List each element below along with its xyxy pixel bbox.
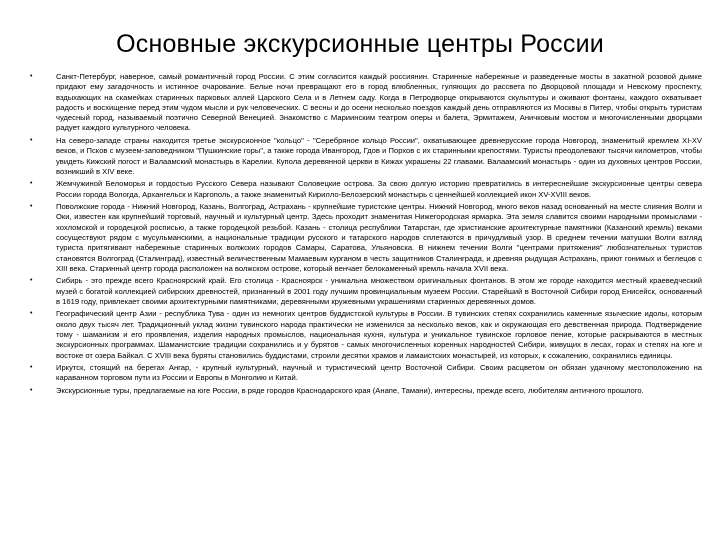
- bullet-text: Географический центр Азии - республика Тува - один из немногих центров буддистской культуры в России. В тувинских степях сохранились каменные языческие идолы, которым около двух тысяч лет. Традиционный уклад жизни тувинского народа практически не изменился за несколько веков, как и окружающая его девственная природа. Подтверждение тому - шаманизм и его проявления, изделия народных промыслов, национальная кухня, культура и уникальное тувинское горловое пение, которые раскрываются в местных экскурсионных программах. Шаманистские традиции сохранились и у бурятов - самых многочисленных коренных народностей Сибири, живущих в лесах, горах и степях на юге и востоке от озера Байкал. С XVIII века буряты становились буддистами, строили десятки храмов и ламаистских монастырей, из которых, к сожалению, сохранились единицы.: [56, 309, 702, 360]
- bullet-text: Сибирь - это прежде всего Красноярский край. Его столица - Красноярск - уникальна множеством оригинальных фонтанов. В этом же городе находится местный краеведческий музей с богатой коллекцией сибирских древностей, признанный в 2001 году лучшим провинциальным музеем России. Старейший в Восточной Сибири город Енисейск, основанный в 1619 году, привлекает своими архитектурными памятниками, деревянными кружевными украшениями старинных деревянных домов.: [56, 276, 702, 306]
- bullet-marker: •: [30, 203, 33, 211]
- bullet-text: Экскурсионные туры, предлагаемые на юге России, в ряде городов Краснодарского края (Анапе, Тамани), интересны, прежде всего, любителям античного прошлого.: [56, 385, 644, 395]
- bullet-marker: •: [30, 386, 33, 394]
- bullet-item-solovki: [30, 179, 702, 200]
- bullet-text: Иркутск, стоящий на берегах Ангар, - крупный культурный, научный и туристический центр Восточной Сибири. Своим расцветом он обязан удачному местоположению на караванном торговом пути из России и Европы в Монголию и Китай.: [56, 363, 702, 383]
- bullet-item-spb: [30, 72, 702, 134]
- bullet-marker: •: [30, 73, 33, 80]
- bullet-item-tuva: [30, 309, 702, 360]
- bullet-text: Жемчужиной Беломорья и гордостью Русского Севера называют Соловецкие острова. За свою долгую историю превратились в интереснейшие экскурсионные центры севера России города Вологда, Архангельск и Каргополь, а также знаменитый Кирилло-Белозерский монастырь с ценнейшей коллекцией икон XV-XVIII веков.: [56, 179, 702, 199]
- bullet-marker: •: [30, 136, 33, 144]
- bullet-marker: •: [30, 180, 33, 188]
- bullet-item-siberia: [30, 276, 702, 307]
- bullet-item-silver-ring: [30, 136, 702, 177]
- slide-title: Основные экскурсионные центры России: [116, 30, 604, 58]
- bullet-text: На северо-западе страны находится третье экскурсионное "кольцо" - "Серебряное кольцо России", охватывающее древнерусские города Новгород, знаменитый кремлем XI-XV веков, и Псков с музеем-заповедником "Пушкинские горы", а также города Ивангород, Гдов и Порхов с их старинными крепостями. Туристы преодолевают тысячи километров, чтобы увидеть Кижский погост и Валаамский монастырь в Карелии. Купола деревянной церкви в Кижах украшены 22 главами. Валаамский монастырь - один из духовных центров России, возникший в XIV веке.: [56, 135, 702, 176]
- bullet-list: [30, 72, 702, 398]
- bullet-item-volga: [30, 202, 702, 274]
- bullet-text: Санкт-Петербург, наверное, самый романтичный город России. С этим согласится каждый россиянин. Старинные набережные и разведенные мосты в закатной розовой дымке придают ему загадочность и истинное очарование. Белые ночи превращают его в город влюбленных, гуляющих до рассвета по Дворцовой площади и Невскому проспекту, вздыхающих на скамейках старинных парковых аллей Царского Села и в Летнем саду. Когда в Петродворце открываются скульптуры и оживают фонтаны, каждого охватывает радость и восхищение перед этим чудом мысли и рук человеческих. С весны и до осени несколько поездов каждый день отправляются из Москвы в Питер, чтобы открыть туристам чудесный город, называемый поэтично Северной Венецией. Знакомство с Мариинским театром оперы и балета, Эрмитажем, Аничковым мостом и многочисленными дворцами радует каждого культурного человека.: [56, 72, 702, 133]
- bullet-marker: •: [30, 364, 33, 372]
- bullet-marker: •: [30, 277, 33, 285]
- bullet-item-south: [30, 386, 702, 396]
- bullet-marker: •: [30, 310, 33, 318]
- bullet-item-irkutsk: [30, 363, 702, 384]
- bullet-text: Поволжские города - Нижний Новгород, Казань, Волгоград, Астрахань - крупнейшие туристские центры. Нижний Новгород, много веков назад основанный на месте слияния Волги и Оки, известен как крупнейший торговый, научный и культурный центр. Здесь проходит знаменитая Нижегородская ярмарка. Эта земля славится своими народными промыслами - хохломской и городецкой росписью, а также городецкой резьбой. Казань - столица республики Татарстан, где христианские архитектурные памятники (Казанский кремль) веками сосуществуют рядом с мусульманскими, а национальные традиции русского и татарского народов сплетаются в причудливый узор. В среднем течении матушки Волги взгляд туриста притягивают набережные старинных волжских городов Самары, Саратова, Ульяновска. В нижнем течении Волги "центрами притяжения" любознательных туристов становятся Волгоград (Сталинград), известный величественным Мамаевым курганом в честь защитников Сталинграда, и древняя рыдущая Астрахань, приют гонимых и беглецов с XIII века. Старинный центр города расположен на волжском острове, который венчает белокаменный кремль начала XVII века.: [56, 202, 702, 273]
